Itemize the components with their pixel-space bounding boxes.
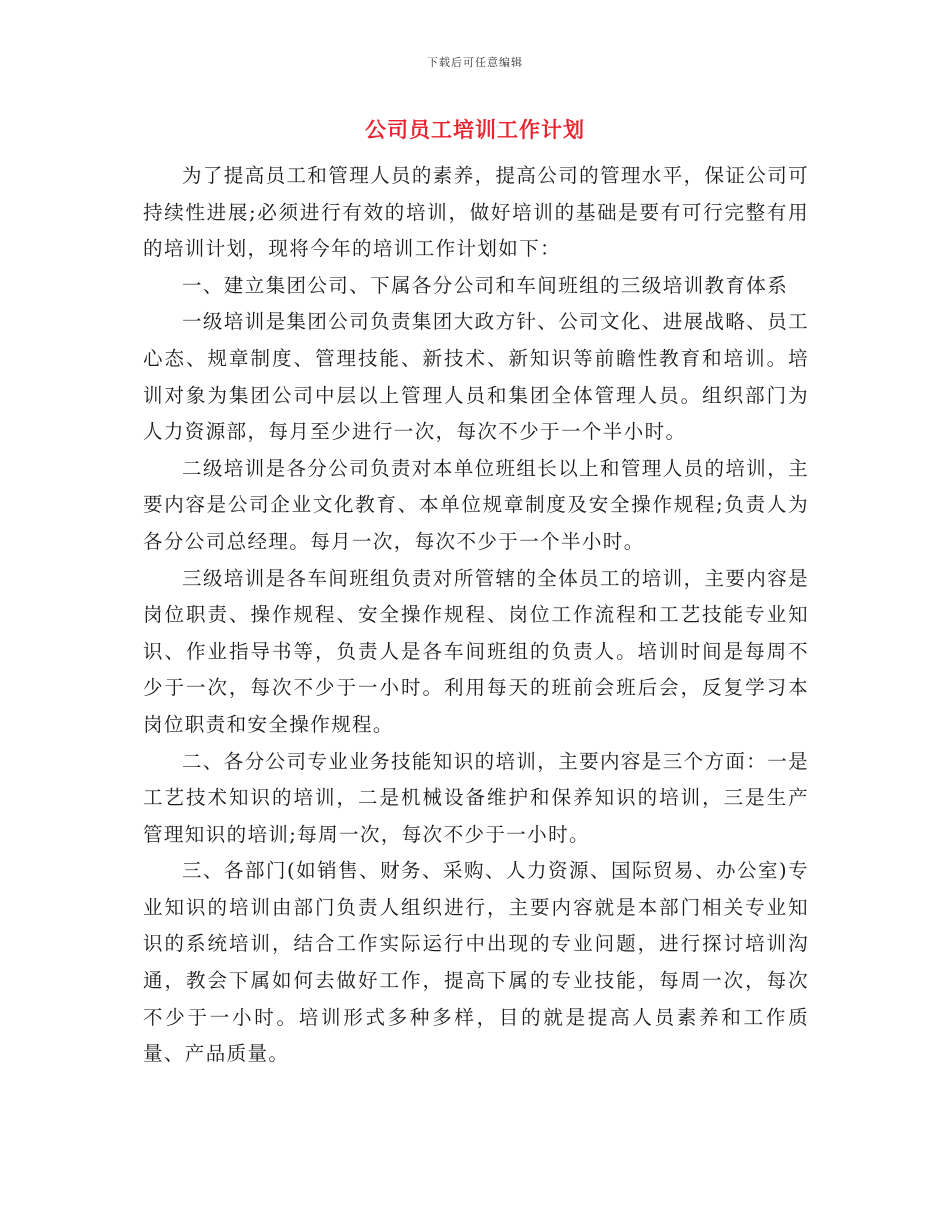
document-title: 公司员工培训工作计划 [365,117,585,142]
paragraph-level-3-training: 三级培训是各车间班组负责对所管辖的全体员工的培训，主要内容是岗位职责、操作规程、安全操作规程、岗位工作流程和工艺技能专业知识、作业指导书等，负责人是各车间班组的负责人。培训时间是每周不少于一次，每次不少于一小时。利用每天的班前会班后会，反复学习本岗位职责和安全操作规程。 [143,566,810,736]
paragraph-section-2: 二、各分公司专业业务技能知识的培训，主要内容是三个方面：一是工艺技术知识的培训，二是机械设备维护和保养知识的培训，三是生产管理知识的培训;每周一次，每次不少于一小时。 [143,749,810,846]
paragraph-section-3: 三、各部门(如销售、财务、采购、人力资源、国际贸易、办公室)专业知识的培训由部门负责人组织进行，主要内容就是本部门相关专业知识的系统培训，结合工作实际运行中出现的专业问题，进行探讨培训沟通，教会下属如何去做好工作，提高下属的专业技能，每周一次，每次不少于一小时。培训形式多种多样，目的就是提高人员素养和工作质量、产品质量。 [143,859,809,1066]
paragraph-level-1-training: 一级培训是集团公司负责集团大政方针、公司文化、进展战略、员工心态、规章制度、管理技能、新技术、新知识等前瞻性教育和培训。培训对象为集团公司中层以上管理人员和集团全体管理人员。组织部门为人力资源部，每月至少进行一次，每次不少于一个半小时。 [143,310,810,444]
document-body [143,158,809,1073]
header-note: 下载后可任意编辑 [427,56,523,69]
paragraph-section-1-heading: 一、建立集团公司、下属各分公司和车间班组的三级培训教育体系 [182,273,789,297]
paragraph-intro: 为了提高员工和管理人员的素养，提高公司的管理水平，保证公司可持续性进展;必须进行有效的培训，做好培训的基础是要有可行完整有用的培训计划，现将今年的培训工作计划如下： [143,164,810,261]
paragraph-level-2-training: 二级培训是各分公司负责对本单位班组长以上和管理人员的培训，主要内容是公司企业文化教育、本单位规章制度及安全操作规程;负责人为各分公司总经理。每月一次，每次不少于一个半小时。 [143,456,810,553]
